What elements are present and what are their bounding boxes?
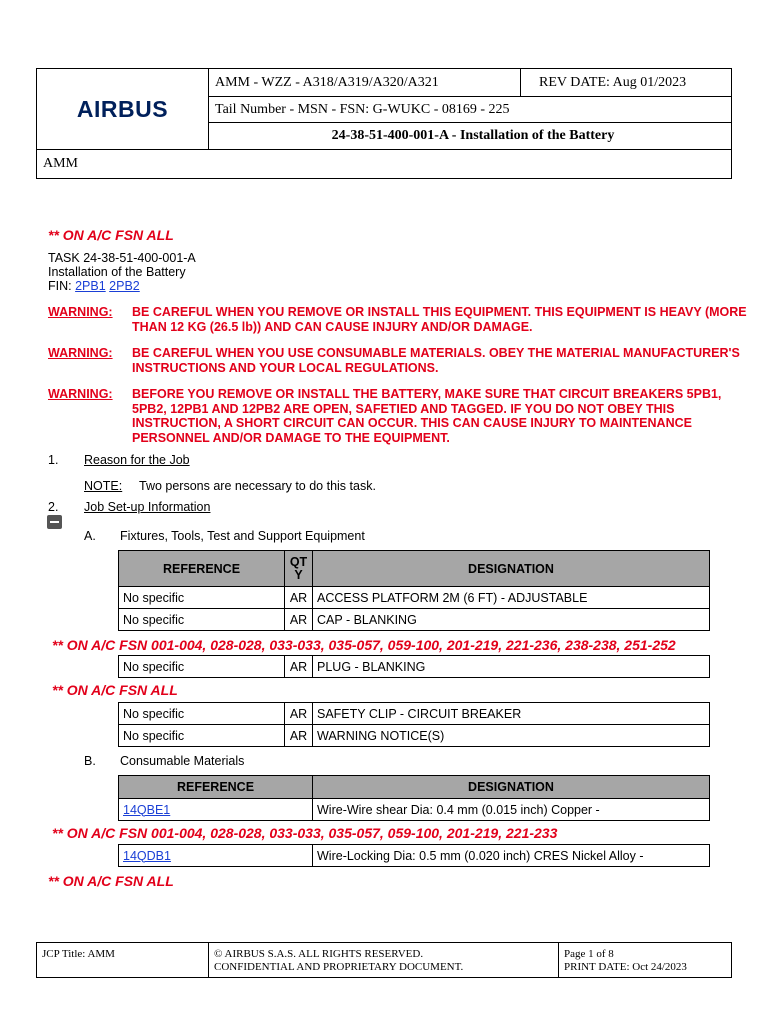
cell-qty: AR (285, 725, 313, 747)
table-header-row (119, 776, 710, 799)
applicability-fsn-all-3: ** ON A/C FSN ALL (48, 873, 174, 889)
column-header-designation: DESIGNATION (313, 551, 710, 587)
fin-link-2pb2[interactable]: 2PB2 (109, 279, 140, 293)
tools-table (118, 550, 710, 631)
task-name: Installation of the Battery (48, 265, 186, 279)
cell-designation: PLUG - BLANKING (313, 656, 710, 678)
logo-cell (37, 69, 209, 150)
document-type: AMM (43, 156, 79, 171)
cell-qty: AR (285, 656, 313, 678)
column-header-designation: DESIGNATION (313, 776, 710, 799)
cell-designation: Wire-Locking Dia: 0.5 mm (0.020 inch) CRES Nickel Alloy - (313, 845, 710, 867)
fin-line (48, 279, 140, 293)
section-1-number: 1. (48, 453, 59, 467)
column-header-qty: QT Y (285, 551, 313, 587)
table-row (119, 725, 710, 747)
cell-designation: WARNING NOTICE(S) (313, 725, 710, 747)
applicability-fsn-all-2: ** ON A/C FSN ALL (52, 682, 178, 698)
warning-label: WARNING: (48, 346, 113, 360)
cell-reference: No specific (119, 656, 285, 678)
cell-reference: No specific (119, 609, 285, 631)
tail-number: Tail Number - MSN - FSN: G-WUKC - 08169 - 225 (209, 97, 731, 123)
subsection-b-title: Consumable Materials (120, 754, 245, 768)
consumables-table-locking (118, 844, 710, 867)
cell-reference (119, 799, 313, 821)
revision-date: REV DATE: Aug 01/2023 (521, 69, 731, 97)
cell-qty: AR (285, 703, 313, 725)
table-row (119, 609, 710, 631)
note-text: Two persons are necessary to do this task. (139, 479, 376, 493)
warning-heavy-equipment (48, 305, 748, 335)
cell-designation: SAFETY CLIP - CIRCUIT BREAKER (313, 703, 710, 725)
note-label: NOTE: (84, 479, 123, 493)
cell-reference: No specific (119, 725, 285, 747)
airbus-logo: AIRBUS (76, 95, 169, 122)
tools-table-plug (118, 655, 710, 678)
applicability-fsn-list-1: ** ON A/C FSN 001-004, 028-028, 033-033, 035-057, 059-100, 201-219, 221-236, 238-238, 251-252 (52, 637, 676, 653)
subsection-a-title: Fixtures, Tools, Test and Support Equipment (120, 529, 365, 543)
copyright-line-1: © AIRBUS S.A.S. ALL RIGHTS RESERVED. (214, 948, 424, 960)
copyright-line-2: CONFIDENTIAL AND PROPRIETARY DOCUMENT. (214, 960, 464, 973)
warning-consumables (48, 346, 748, 376)
section-2-number: 2. (48, 500, 59, 514)
cell-designation: CAP - BLANKING (313, 609, 710, 631)
warning-text: BEFORE YOU REMOVE OR INSTALL THE BATTERY, MAKE SURE THAT CIRCUIT BREAKERS 5PB1, 5PB2, 12PB1 AND 12PB2 ARE OPEN, SAFETIED AND TAGGED. IF YOU DO NOT OBEY THIS INSTRUCTION, A SHORT CIRCUIT CAN OCCUR. THIS CAN CAUSE INJURY TO MAINTENANCE PERSONNEL AND/OR DAMAGE TO THE EQUIPMENT. (132, 387, 722, 445)
column-header-reference: REFERENCE (119, 551, 285, 587)
column-header-reference: REFERENCE (119, 776, 313, 799)
cell-designation: ACCESS PLATFORM 2M (6 FT) - ADJUSTABLE (313, 587, 710, 609)
footer-jcp-title: JCP Title: AMM (37, 943, 209, 977)
cell-qty: AR (285, 587, 313, 609)
cell-qty: AR (285, 609, 313, 631)
document-footer (36, 942, 732, 978)
table-row (119, 703, 710, 725)
subsection-a-number: A. (84, 529, 96, 543)
fin-link-2pb1[interactable]: 2PB1 (75, 279, 106, 293)
table-header-row (119, 551, 710, 587)
cell-reference (119, 845, 313, 867)
warning-text: BE CAREFUL WHEN YOU USE CONSUMABLE MATERIALS. OBEY THE MATERIAL MANUFACTURER'S INSTRUCTIONS AND YOUR LOCAL REGULATIONS. (132, 346, 740, 375)
consumables-table (118, 775, 710, 821)
applicability-fsn-all: ** ON A/C FSN ALL (48, 227, 174, 243)
warning-text: BE CAREFUL WHEN YOU REMOVE OR INSTALL THIS EQUIPMENT. THIS EQUIPMENT IS HEAVY (MORE THAN 12 KG (26.5 lb)) AND CAN CAUSE INJURY AND/OR DAMAGE. (132, 305, 747, 334)
task-number: TASK 24-38-51-400-001-A (48, 251, 196, 265)
task-title: 24-38-51-400-001-A - Installation of the Battery (209, 123, 731, 150)
fin-label: FIN: (48, 279, 72, 293)
warning-circuit-breakers (48, 387, 748, 447)
document-header (36, 68, 732, 179)
collapse-minus-icon[interactable] (47, 515, 62, 529)
manual-reference: AMM - WZZ - A318/A319/A320/A321 (209, 69, 521, 97)
table-row (119, 656, 710, 678)
section-2-title[interactable]: Job Set-up Information (84, 500, 211, 514)
cell-designation: Wire-Wire shear Dia: 0.4 mm (0.015 inch) Copper - (313, 799, 710, 821)
footer-page-info (559, 943, 731, 977)
page-number: Page 1 of 8 (564, 948, 614, 960)
reference-link-14qdb1[interactable]: 14QDB1 (123, 848, 171, 863)
tools-table-safety (118, 702, 710, 747)
cell-reference: No specific (119, 587, 285, 609)
warning-label: WARNING: (48, 387, 113, 401)
table-row (119, 587, 710, 609)
footer-copyright (209, 943, 559, 977)
subsection-b-number: B. (84, 754, 96, 768)
table-row (119, 799, 710, 821)
warning-label: WARNING: (48, 305, 113, 319)
reference-link-14qbe1[interactable]: 14QBE1 (123, 802, 171, 817)
print-date: PRINT DATE: Oct 24/2023 (564, 960, 687, 973)
cell-reference: No specific (119, 703, 285, 725)
table-row (119, 845, 710, 867)
section-1-title[interactable]: Reason for the Job (84, 453, 190, 467)
applicability-fsn-list-2: ** ON A/C FSN 001-004, 028-028, 033-033, 035-057, 059-100, 201-219, 221-233 (52, 825, 558, 841)
